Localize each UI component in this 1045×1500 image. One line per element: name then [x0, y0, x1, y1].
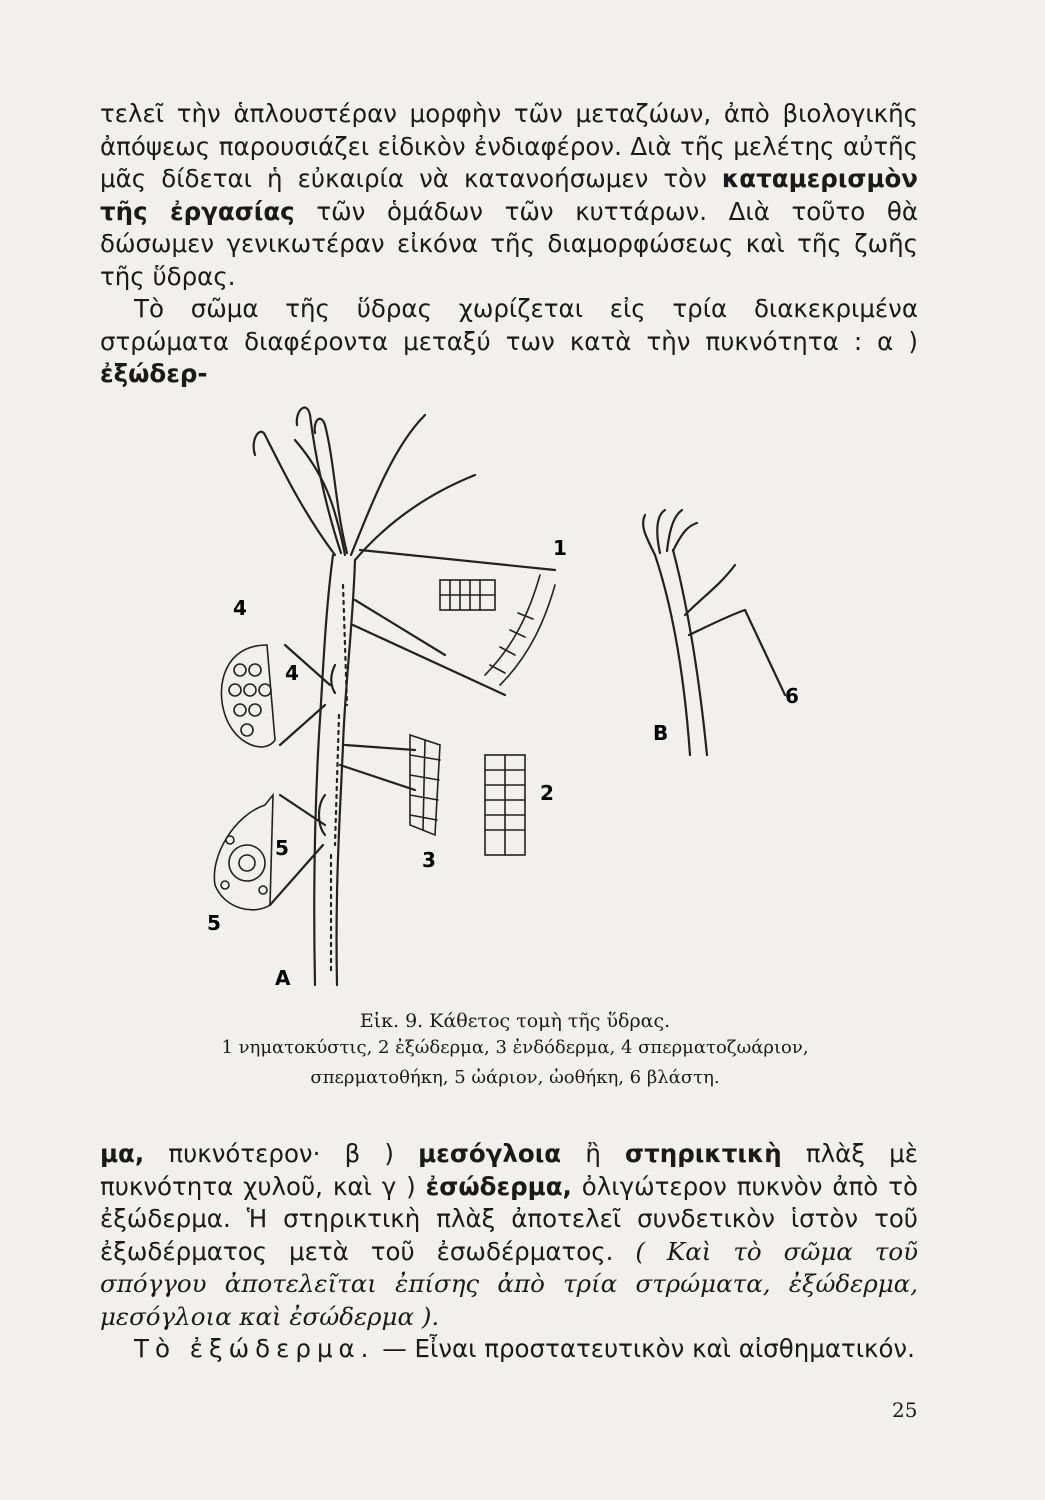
label-3: 3: [422, 848, 436, 872]
label-1: 1: [553, 536, 567, 560]
paragraph-3-bold-b: μεσόγλοια: [418, 1139, 562, 1168]
cell-chain-1: [440, 575, 555, 685]
paragraph-1: [100, 98, 918, 391]
bud-drawing-B: [643, 510, 785, 755]
label-5a: 5: [275, 836, 289, 860]
paragraph-3-text-c: πλὰξ μὲ πυκνότητα χυλοῦ, καὶ γ ): [100, 1139, 918, 1201]
hydra-section-drawing: [185, 385, 805, 1005]
paragraph-3-italic-note: ( Καὶ τὸ σῶμα τοῦ σπόγγου ἀποτελεῖται ἐπίσης ἀπὸ τρία στρώματα, ἐξώδερμα, μεσόγλοια καὶ ἐσώδερμα ).: [100, 1236, 918, 1331]
paragraph-3-text-e: — Εἶναι προστατευτικὸν καὶ αἰσθηματικόν.: [374, 1334, 915, 1363]
paragraph-2-text-a: Τὸ σῶμα τῆς ὕδρας χωρίζεται εἰς τρία διακεκριμένα στρώματα διαφέροντα μεταξύ των κατὰ τὴν πυκνότητα : α ): [100, 294, 918, 356]
label-2: 2: [540, 781, 554, 805]
tentacle-4: [351, 415, 425, 555]
figure-caption-line-2: σπερματοθήκη, 5 ὠάριον, ὠοθήκη, 6 βλάστη.: [310, 1067, 720, 1088]
paragraph-3-text-b: ἢ: [561, 1139, 626, 1168]
section-heading-exoderm: Τὸ ἐξώδερμα.: [134, 1334, 375, 1363]
paragraph-1-bold-term: καταμερισμὸν τῆς ἐργασίας: [100, 164, 918, 226]
label-A: A: [275, 966, 291, 990]
page-number: 25: [892, 1398, 918, 1422]
spermatheca-4: [221, 645, 275, 747]
tentacle-1: [254, 432, 335, 555]
paragraph-3-bold-a: μα,: [100, 1139, 145, 1168]
ovary-5: [214, 795, 273, 910]
label-5b: 5: [207, 911, 221, 935]
paragraph-1-text-a: τελεῖ τὴν ἁπλουστέραν μορφὴν τῶν μεταζώων, ἀπὸ βιολογικῆς ἀπόψεως παρουσιάζει εἰδικὸν ἐνδιαφέρον. Διὰ τῆς μελέτης αὐτῆς μᾶς δίδεται ἡ εὐκαιρία νὰ κατανοήσωμεν τὸν: [100, 99, 918, 193]
label-6: 6: [785, 684, 799, 708]
paragraph-3-bold-c: στηρικτικὴ: [625, 1139, 782, 1168]
hydra-figure: [185, 385, 805, 1005]
paragraph-3-text-a: πυκνότερον· β ): [144, 1139, 419, 1168]
cell-chain-2: [485, 755, 525, 855]
figure-caption-title: Εἰκ. 9. Κάθετος τομὴ τῆς ὕδρας.: [359, 1010, 671, 1032]
paragraph-3: [100, 1138, 918, 1366]
label-B: B: [653, 721, 669, 745]
paragraph-1-text-b: τῶν ὁμάδων τῶν κυττάρων. Διὰ τοῦτο θὰ δώσωμεν γενικωτέραν εἰκόνα τῆς διαμορφώσεως καὶ τῆς ζωῆς τῆς ὕδρας.: [100, 196, 919, 291]
figure-caption-line-1: 1 νηματοκύστις, 2 ἐξώδερμα, 3 ἐνδόδερμα, 4 σπερματοζωάριον,: [221, 1037, 809, 1058]
hydra-body-right-edge: [337, 560, 355, 985]
label-4b: 4: [285, 661, 299, 685]
tentacle-5: [355, 475, 475, 560]
label-4a: 4: [233, 596, 247, 620]
paragraph-3-bold-d: ἐσώδερμα,: [425, 1171, 572, 1201]
paragraph-3-text-d: ὀλιγώτερον πυκνὸν ἀπὸ τὸ ἐξώδερμα. Ἡ στηρικτικὴ πλὰξ ἀποτελεῖ συνδετικὸν ἱστὸν τοῦ ἐξωδέρματος μετὰ τοῦ ἐσωδέρματος.: [100, 1171, 918, 1266]
paragraph-2-bold-term: ἐξώδερ-: [100, 359, 208, 388]
